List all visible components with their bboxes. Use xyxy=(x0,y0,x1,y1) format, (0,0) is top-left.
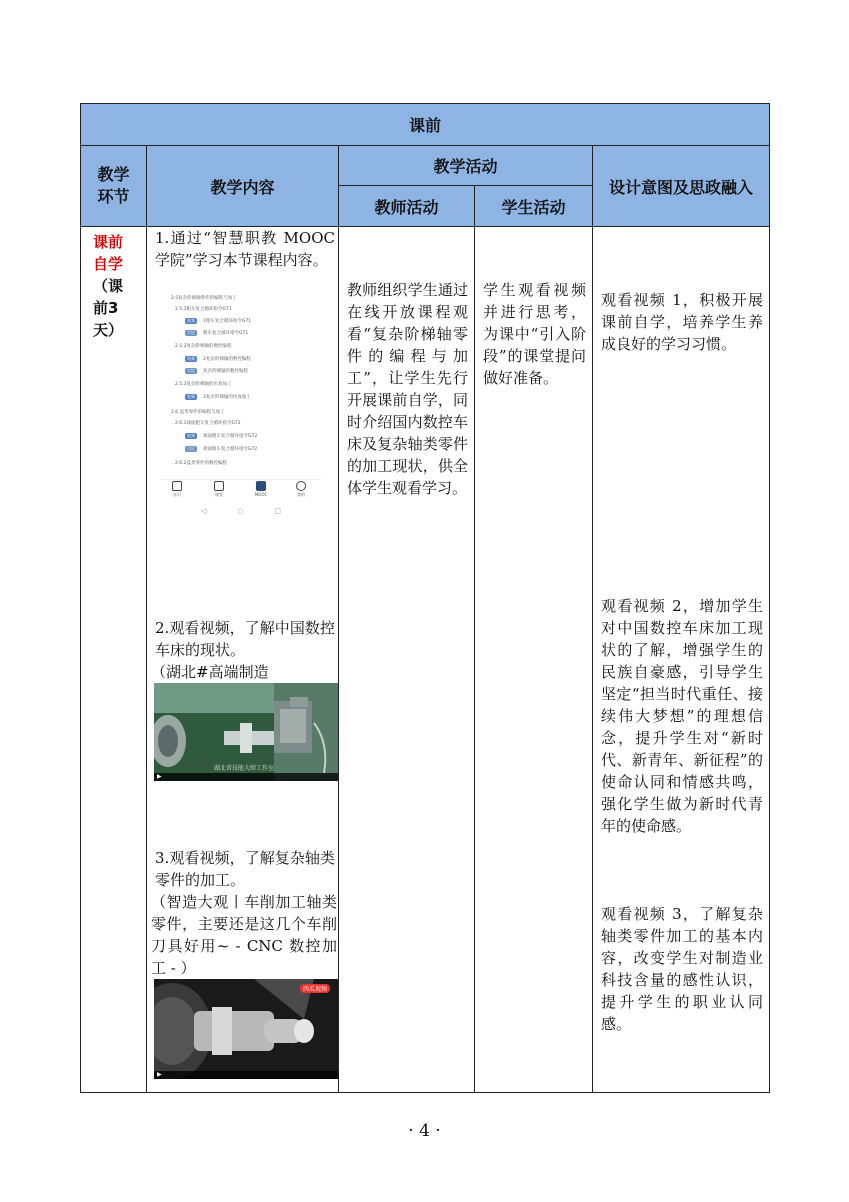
page-number: · 4 · xyxy=(408,1121,441,1141)
mooc-line: 2.5复杂阶梯轴零件的编程与加工 xyxy=(171,296,237,301)
discuss-tag: 讨论 xyxy=(187,368,195,373)
play-icon xyxy=(214,481,224,491)
nav-me xyxy=(289,481,313,498)
content-item-3-source: （智造大观丨车削加工轴类零件，主要还是这几个车削刀具好用~ - CNC 数控加工 - ） xyxy=(151,893,337,977)
android-system-bar xyxy=(201,507,281,515)
mooc-line: 3复杂阶梯轴的仿真加工 xyxy=(203,395,251,400)
mooc-line: 复杂阶梯轴的数控编程 xyxy=(203,369,248,374)
section-title: 课前 xyxy=(81,104,770,146)
nav-label: 我的 xyxy=(297,492,305,497)
mooc-line: 2复杂阶梯轴的数控编程 xyxy=(203,357,251,362)
content-cell xyxy=(147,227,339,1093)
header-stage xyxy=(81,146,147,227)
turning-part-image xyxy=(154,979,338,1079)
stage-duration: （课前3天） xyxy=(93,277,124,339)
video-tag: 视频 xyxy=(187,394,195,399)
mooc-line: 2.6.1端面粗车复合循环指令G72 xyxy=(175,421,241,426)
video-caption: 湖北省技能大师工作室 xyxy=(214,765,275,772)
content-item-2: 2.观看视频，了解中国数控车床的现状。 xyxy=(155,619,335,659)
teacher-activity-text: 教师组织学生通过在线开放课程观看“复杂阶梯轴零件的编程与加工”，让学生先行开展课前自学，同时介绍国内数控车床及复杂轴类零件的加工现状，供全体学生观看学习。 xyxy=(347,281,468,497)
content-item-1: 1.通过“智慧职教 MOOC学院”学习本节课程内容。 xyxy=(155,229,335,269)
stage-cell xyxy=(81,227,147,1093)
design-paragraph-1: 观看视频 1，积极开展课前自学，培养学生养成良好的学习习惯。 xyxy=(601,291,763,353)
header-student: 学生活动 xyxy=(475,186,593,227)
video-tag: 视频 xyxy=(187,433,195,438)
stage-label: 课前自学 xyxy=(93,233,124,273)
mooc-line: 端面粗车复合循环指令G72 xyxy=(203,434,258,439)
content-item-2-source: （湖北#高端制造 xyxy=(151,663,269,681)
nav-label: MOOC xyxy=(254,492,268,497)
user-icon xyxy=(296,481,306,491)
play-icon[interactable]: ▶ xyxy=(157,773,162,780)
mooc-line: 端面粗车复合循环指令G72 xyxy=(203,447,258,452)
mooc-screenshot xyxy=(161,293,321,525)
video-tag: 视频 xyxy=(187,356,195,361)
design-paragraph-2: 观看视频 2，增加学生对中国数控车床加工现状的了解，增强学生的民族自豪感，引导学生坚定“担当时代重任、接续伟大梦想”的理想信念，提升学生对“新时代、新青年、新征程”的使命认同和情感共鸣，强化学生做为新时代青年的使命感。 xyxy=(601,597,763,835)
video-thumbnail-2[interactable] xyxy=(154,979,338,1079)
mooc-line: 2.6 盘类零件的编程与加工 xyxy=(171,410,225,415)
content-item-3: 3.观看视频，了解复杂轴类零件的加工。 xyxy=(155,849,335,889)
nav-class xyxy=(207,481,231,498)
header-teacher: 教师活动 xyxy=(339,186,475,227)
book-icon xyxy=(256,481,266,491)
header-content: 教学内容 xyxy=(147,146,339,227)
video-thumbnail-1[interactable] xyxy=(154,683,338,781)
header-stage-text: 教学环节 xyxy=(97,165,130,206)
header-activity: 教学活动 xyxy=(339,146,593,186)
mooc-line: 2.5.3复杂阶梯轴的仿真加工 xyxy=(175,382,232,387)
discuss-tag: 讨论 xyxy=(187,330,195,335)
video-controls[interactable] xyxy=(154,773,338,781)
home-icon xyxy=(172,481,182,491)
play-icon[interactable]: ▶ xyxy=(157,1071,162,1078)
recents-icon: □ xyxy=(274,507,281,515)
xigua-logo: 西瓜视频 xyxy=(300,984,330,993)
design-intent-cell xyxy=(593,227,770,1093)
nav-label: 首页 xyxy=(173,492,181,497)
nav-home xyxy=(165,481,189,498)
nav-mooc xyxy=(249,481,273,497)
lesson-plan-table xyxy=(80,103,770,1093)
mooc-line: 1粗车复合循环指令G71 xyxy=(203,319,252,324)
video-controls[interactable] xyxy=(154,1071,338,1079)
home-circle-icon: ○ xyxy=(237,507,244,515)
design-paragraph-3: 观看视频 3，了解复杂轴类零件加工的基本内容，改变学生对制造业科技含量的感性认识，提升学生的职业认同感。 xyxy=(601,905,763,1033)
student-activity-cell xyxy=(475,227,593,1093)
video-tag: 视频 xyxy=(187,318,195,323)
nav-label: 课堂 xyxy=(215,492,223,497)
discuss-tag: 讨论 xyxy=(187,446,195,451)
mooc-line: 粗车复合循环指令G71 xyxy=(203,331,249,336)
mooc-line: 2.5.1粗车复合循环指令G71 xyxy=(175,307,232,312)
student-activity-text: 学生观看视频并进行思考，为课中“引入阶段”的课堂提问做好准备。 xyxy=(483,281,586,387)
back-icon: ◁ xyxy=(201,507,207,515)
mooc-line: 2.5.2复杂阶梯轴的数控编程 xyxy=(175,344,232,349)
mooc-line: 2.6.2盘类零件的数控编程 xyxy=(175,461,227,466)
header-design: 设计意图及思政融入 xyxy=(593,146,770,227)
mooc-bottom-nav xyxy=(161,479,321,502)
teacher-activity-cell xyxy=(339,227,475,1093)
